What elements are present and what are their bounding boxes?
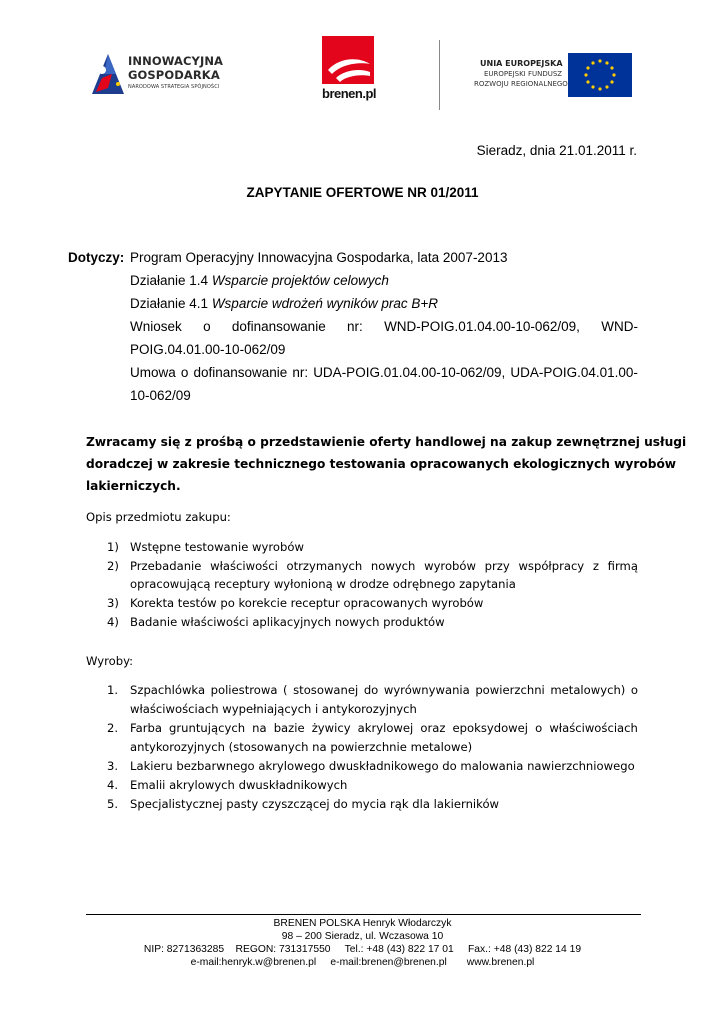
wniosek-word: dofinansowanie <box>231 319 326 334</box>
product-word: bazie <box>273 721 305 735</box>
product-word: metalowych) <box>550 683 626 697</box>
product-1-line2: właściwościach wypełniających i antykorozyjnych <box>130 702 417 716</box>
product-number: 4. <box>107 778 119 792</box>
action1-name: Wsparcie projektów celowych <box>211 273 389 288</box>
umowa-number: UDA-POIG.01.04.00-10-062/09, <box>313 365 506 380</box>
products-heading: Wyroby: <box>86 654 134 668</box>
innowacyjna-gospodarka-logo <box>88 48 248 100</box>
scope-item-number: 1) <box>107 540 119 554</box>
scope-word: przy <box>484 559 510 573</box>
action2-name: Wsparcie wdrożeń wyników prac B+R <box>211 296 439 311</box>
umowa-word: dofinansowanie <box>193 365 288 380</box>
product-word: akrylowej <box>357 721 414 735</box>
regarding-label: Dotyczy: <box>68 250 125 265</box>
scope-item-number: 3) <box>107 596 119 610</box>
eu-logo <box>439 40 640 110</box>
umowa-word: o <box>180 365 189 380</box>
ig-logo-line1: INNOWACYJNA <box>128 54 224 68</box>
scope-item-number: 4) <box>107 615 119 629</box>
scope-item-text: Korekta testów po korekcie receptur opracowanych wyrobów <box>130 596 484 610</box>
wniosek-number: WND-POIG.01.04.00-10-062/09, <box>384 319 580 334</box>
product-word: na <box>252 721 267 735</box>
product-word: Szpachlówka <box>130 683 206 697</box>
product-word: żywicy <box>311 721 351 735</box>
umowa-word: nr: <box>292 365 309 380</box>
scope-word: właściwości <box>210 559 278 573</box>
footer-ids: NIP: 8271363285 REGON: 731317550 Tel.: +48 (43) 822 17 01 Fax.: +48 (43) 822 14 19 <box>143 944 582 955</box>
product-text: Emalii akrylowych dwuskładnikowych <box>130 778 348 792</box>
product-word: powierzchni <box>475 683 545 697</box>
product-number: 1. <box>107 683 119 697</box>
wniosek-word: nr: <box>347 319 363 334</box>
umowa-number: UDA-POIG.04.01.00- <box>510 365 638 380</box>
product-word: oraz <box>420 721 446 735</box>
product-2-line1 <box>130 721 638 735</box>
regarding-action2 <box>130 296 438 311</box>
request-line1: Zwracamy się z prośbą o przedstawienie oferty handlowej na zakup zewnętrznej usługi <box>86 435 687 449</box>
product-2-line2: antykorozyjnych (stosowanych na powierzchnie metalowe) <box>130 740 473 754</box>
ig-emblem-icon <box>88 48 128 100</box>
wniosek-line2: POIG.04.01.00-10-062/09 <box>130 342 286 357</box>
eu-logo-line2: EUROPEJSKI FUNDUSZ <box>484 70 563 78</box>
product-word: Farba <box>130 721 162 735</box>
product-text: Lakieru bezbarwnego akrylowego dwuskładnikowego do malowania nawierzchniowego <box>130 759 635 773</box>
product-text: Specjalistycznej pasty czyszczącej do mycia rąk dla lakierników <box>130 797 500 811</box>
document-title: ZAPYTANIE OFERTOWE NR 01/2011 <box>246 185 479 200</box>
product-word: stosowanej <box>293 683 359 697</box>
product-number: 2. <box>107 721 119 735</box>
eu-logo-line1: UNIA EUROPEJSKA <box>480 59 563 68</box>
scope-heading: Opis przedmiotu zakupu: <box>86 510 231 524</box>
scope-item-number: 2) <box>107 559 119 573</box>
product-word: o <box>535 721 543 735</box>
scope-item-text: Badanie właściwości aplikacyjnych nowych produktów <box>130 615 445 629</box>
wniosek-word: Wniosek <box>130 319 182 334</box>
footer-divider <box>86 914 641 915</box>
footer-contact: e-mail:henryk.w@brenen.pl e-mail:brenen@brenen.pl www.brenen.pl <box>190 957 535 968</box>
scope-item-2-line2: opracowującą receptury wyłonioną w drodze odrębnego zapytania <box>130 577 516 591</box>
umowa-line1 <box>130 365 638 380</box>
product-number: 5. <box>107 797 119 811</box>
ig-logo-line2: GOSPODARKA <box>128 68 220 82</box>
action1-prefix: Działanie 1.4 <box>130 273 212 288</box>
brenen-logo-text: brenen.pl <box>322 86 377 101</box>
product-word: ( <box>283 683 288 697</box>
regarding-program: Program Operacyjny Innowacyjna Gospodarka, lata 2007-2013 <box>130 250 508 265</box>
product-word: właściwościach <box>549 721 638 735</box>
scope-word: współpracy <box>518 559 585 573</box>
brenen-emblem-icon <box>322 36 374 86</box>
brenen-logo <box>322 36 377 110</box>
wniosek-line1 <box>130 319 638 334</box>
scope-word: otrzymanych <box>286 559 363 573</box>
wniosek-word: WND- <box>601 319 638 334</box>
scope-word: Przebadanie <box>130 559 202 573</box>
scope-word: firmą <box>607 559 638 573</box>
wniosek-word: o <box>203 319 211 334</box>
scope-item-2-line1 <box>130 559 638 573</box>
product-1-line1 <box>130 683 638 697</box>
product-word: wyrównywania <box>383 683 470 697</box>
product-word: poliestrowa <box>210 683 278 697</box>
action2-prefix: Działanie 4.1 <box>130 296 212 311</box>
scope-item-text: Wstępne testowanie wyrobów <box>130 540 304 554</box>
umowa-line2: 10-062/09 <box>130 388 191 403</box>
product-word: gruntujących <box>169 721 246 735</box>
product-word: o <box>630 683 638 697</box>
date-line: Sieradz, dnia 21.01.2011 r. <box>476 143 637 158</box>
scope-word: nowych <box>370 559 416 573</box>
eu-logo-line3: ROZWOJU REGIONALNEGO <box>474 80 568 88</box>
umowa-word: Umowa <box>130 365 176 380</box>
scope-word: wyrobów <box>424 559 476 573</box>
regarding-action1 <box>130 273 389 288</box>
product-number: 3. <box>107 759 119 773</box>
product-word: do <box>363 683 379 697</box>
footer-address: 98 – 200 Sieradz, ul. Wczasowa 10 <box>281 931 444 942</box>
request-line3: lakierniczych. <box>86 479 181 493</box>
eu-flag-icon <box>568 53 632 97</box>
scope-word: z <box>592 559 599 573</box>
footer-company: BRENEN POLSKA Henryk Włodarczyk <box>273 918 452 929</box>
request-line2: doradczej w zakresie technicznego testowania opracowanych ekologicznych wyrobów <box>86 457 677 471</box>
ig-logo-line3: NARODOWA STRATEGIA SPÓJNOŚCI <box>128 84 220 90</box>
product-word: epoksydowej <box>452 721 529 735</box>
